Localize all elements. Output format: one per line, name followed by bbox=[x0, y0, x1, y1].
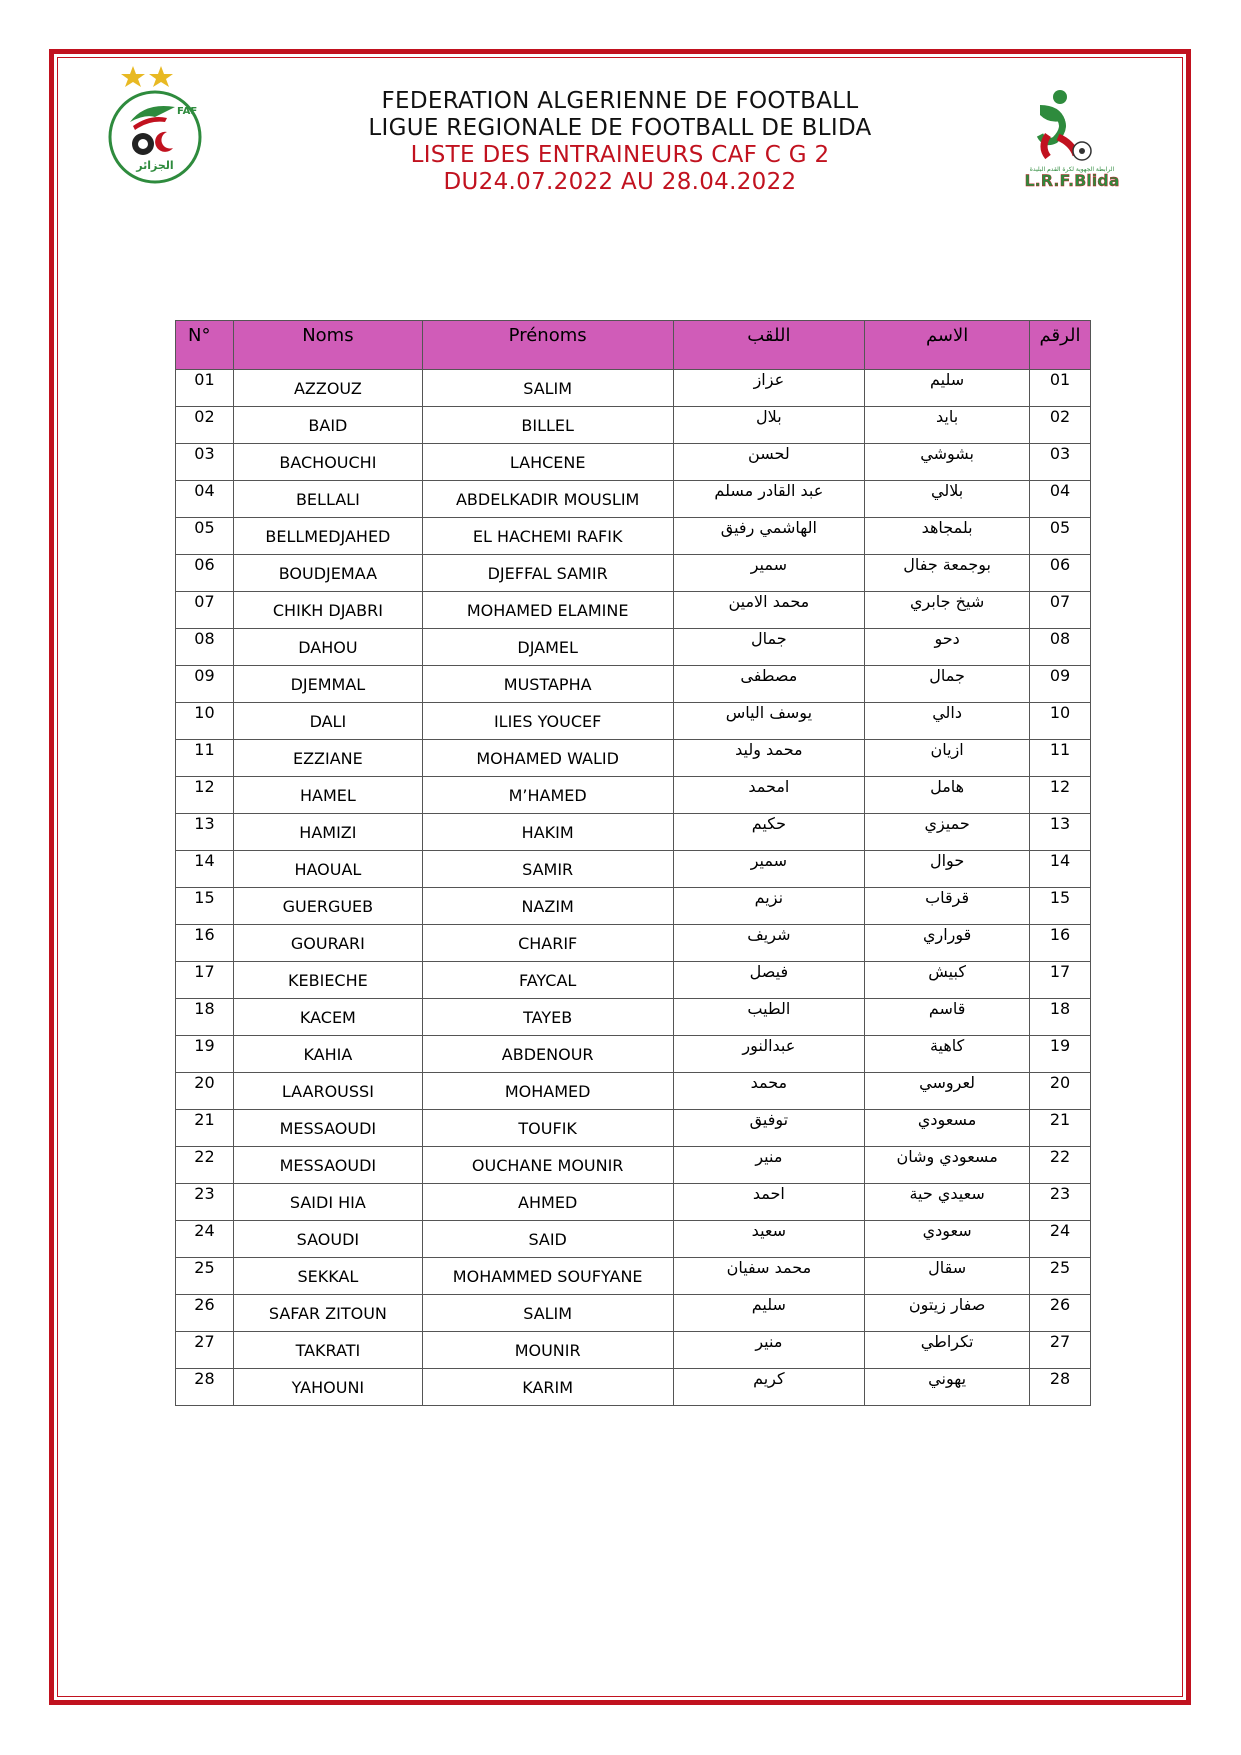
surname: BOUDJEMAA bbox=[233, 555, 422, 592]
firstname: SAID bbox=[422, 1221, 673, 1258]
table-row bbox=[176, 740, 1091, 777]
firstname-arabic: بوجمعة جفال bbox=[865, 555, 1030, 592]
firstname-arabic: قرقاب bbox=[865, 888, 1030, 925]
firstname-arabic: هامل bbox=[865, 777, 1030, 814]
table-row bbox=[176, 1036, 1091, 1073]
table-header-row bbox=[176, 321, 1091, 370]
row-number: 10 bbox=[176, 703, 234, 740]
row-number-arabic: 27 bbox=[1030, 1332, 1091, 1369]
table-row bbox=[176, 370, 1091, 407]
surname-arabic: سمير bbox=[673, 851, 865, 888]
row-number-arabic: 18 bbox=[1030, 999, 1091, 1036]
row-number-arabic: 13 bbox=[1030, 814, 1091, 851]
firstname: LAHCENE bbox=[422, 444, 673, 481]
row-number: 27 bbox=[176, 1332, 234, 1369]
firstname-arabic: قاسم bbox=[865, 999, 1030, 1036]
firstname: DJAMEL bbox=[422, 629, 673, 666]
row-number-arabic: 11 bbox=[1030, 740, 1091, 777]
row-number: 08 bbox=[176, 629, 234, 666]
surname: BACHOUCHI bbox=[233, 444, 422, 481]
surname-arabic: محمد bbox=[673, 1073, 865, 1110]
firstname-arabic: بشوشي bbox=[865, 444, 1030, 481]
row-number: 19 bbox=[176, 1036, 234, 1073]
surname-arabic: محمد سفيان bbox=[673, 1258, 865, 1295]
row-number: 18 bbox=[176, 999, 234, 1036]
row-number: 06 bbox=[176, 555, 234, 592]
faf-logo bbox=[105, 62, 215, 187]
surname: DALI bbox=[233, 703, 422, 740]
row-number: 24 bbox=[176, 1221, 234, 1258]
surname-arabic: عزاز bbox=[673, 370, 865, 407]
surname: LAAROUSSI bbox=[233, 1073, 422, 1110]
surname-arabic: الهاشمي رفيق bbox=[673, 518, 865, 555]
surname-arabic: جمال bbox=[673, 629, 865, 666]
row-number: 20 bbox=[176, 1073, 234, 1110]
row-number-arabic: 01 bbox=[1030, 370, 1091, 407]
firstname: HAKIM bbox=[422, 814, 673, 851]
surname: EZZIANE bbox=[233, 740, 422, 777]
table-row bbox=[176, 1184, 1091, 1221]
firstname: MOHAMED bbox=[422, 1073, 673, 1110]
row-number: 15 bbox=[176, 888, 234, 925]
surname-arabic: نزيم bbox=[673, 888, 865, 925]
table-row bbox=[176, 555, 1091, 592]
row-number-arabic: 03 bbox=[1030, 444, 1091, 481]
list-title: LISTE DES ENTRAINEURS CAF C G 2 bbox=[410, 142, 830, 168]
firstname-arabic: بلمجاهد bbox=[865, 518, 1030, 555]
row-number: 07 bbox=[176, 592, 234, 629]
row-number-arabic: 21 bbox=[1030, 1110, 1091, 1147]
row-number: 05 bbox=[176, 518, 234, 555]
row-number-arabic: 12 bbox=[1030, 777, 1091, 814]
surname: SEKKAL bbox=[233, 1258, 422, 1295]
firstname: SALIM bbox=[422, 1295, 673, 1332]
surname: CHIKH DJABRI bbox=[233, 592, 422, 629]
row-number: 23 bbox=[176, 1184, 234, 1221]
surname: KAHIA bbox=[233, 1036, 422, 1073]
table-row bbox=[176, 1221, 1091, 1258]
row-number: 25 bbox=[176, 1258, 234, 1295]
firstname: TAYEB bbox=[422, 999, 673, 1036]
federation-title: FEDERATION ALGERIENNE DE FOOTBALL bbox=[381, 88, 859, 114]
surname-arabic: مصطفى bbox=[673, 666, 865, 703]
surname-arabic: كريم bbox=[673, 1369, 865, 1406]
surname-arabic: احمد bbox=[673, 1184, 865, 1221]
surname: HAOUAL bbox=[233, 851, 422, 888]
row-number-arabic: 07 bbox=[1030, 592, 1091, 629]
firstname: DJEFFAL SAMIR bbox=[422, 555, 673, 592]
table-row bbox=[176, 1110, 1091, 1147]
row-number-arabic: 17 bbox=[1030, 962, 1091, 999]
surname: BELLMEDJAHED bbox=[233, 518, 422, 555]
firstname-arabic: قوراري bbox=[865, 925, 1030, 962]
table-row bbox=[176, 962, 1091, 999]
firstname: ABDENOUR bbox=[422, 1036, 673, 1073]
surname-arabic: امحمد bbox=[673, 777, 865, 814]
table-row bbox=[176, 888, 1091, 925]
surname-arabic: منير bbox=[673, 1147, 865, 1184]
row-number-arabic: 15 bbox=[1030, 888, 1091, 925]
table-row bbox=[176, 1369, 1091, 1406]
star-icon bbox=[121, 66, 145, 87]
surname: TAKRATI bbox=[233, 1332, 422, 1369]
row-number-arabic: 10 bbox=[1030, 703, 1091, 740]
surname: KEBIECHE bbox=[233, 962, 422, 999]
row-number: 28 bbox=[176, 1369, 234, 1406]
firstname-arabic: دالي bbox=[865, 703, 1030, 740]
table-row bbox=[176, 481, 1091, 518]
surname-arabic: سعيد bbox=[673, 1221, 865, 1258]
table-row bbox=[176, 925, 1091, 962]
firstname: SALIM bbox=[422, 370, 673, 407]
firstname: OUCHANE MOUNIR bbox=[422, 1147, 673, 1184]
firstname: CHARIF bbox=[422, 925, 673, 962]
table-row bbox=[176, 1258, 1091, 1295]
row-number-arabic: 08 bbox=[1030, 629, 1091, 666]
firstname: KARIM bbox=[422, 1369, 673, 1406]
row-number-arabic: 25 bbox=[1030, 1258, 1091, 1295]
firstname-arabic: ازيان bbox=[865, 740, 1030, 777]
league-title: LIGUE REGIONALE DE FOOTBALL DE BLIDA bbox=[368, 115, 872, 141]
firstname: ILIES YOUCEF bbox=[422, 703, 673, 740]
firstname-arabic: تكراطي bbox=[865, 1332, 1030, 1369]
date-range: DU24.07.2022 AU 28.04.2022 bbox=[443, 169, 797, 195]
surname-arabic: توفيق bbox=[673, 1110, 865, 1147]
table-row bbox=[176, 1147, 1091, 1184]
table-row bbox=[176, 629, 1091, 666]
header-number-arabic: الرقم bbox=[1030, 321, 1091, 370]
row-number: 17 bbox=[176, 962, 234, 999]
svg-text:الجزائر: الجزائر bbox=[136, 159, 174, 172]
surname: SAIDI HIA bbox=[233, 1184, 422, 1221]
surname-arabic: سمير bbox=[673, 555, 865, 592]
surname: KACEM bbox=[233, 999, 422, 1036]
surname-arabic: بلال bbox=[673, 407, 865, 444]
surname: DAHOU bbox=[233, 629, 422, 666]
row-number: 01 bbox=[176, 370, 234, 407]
row-number: 13 bbox=[176, 814, 234, 851]
star-icon bbox=[149, 66, 173, 87]
surname-arabic: منير bbox=[673, 1332, 865, 1369]
header-firstname-arabic: الاسم bbox=[865, 321, 1030, 370]
surname-arabic: لحسن bbox=[673, 444, 865, 481]
table-row bbox=[176, 407, 1091, 444]
firstname: MOHAMED ELAMINE bbox=[422, 592, 673, 629]
surname-arabic: شريف bbox=[673, 925, 865, 962]
row-number: 11 bbox=[176, 740, 234, 777]
table-row bbox=[176, 1295, 1091, 1332]
firstname: AHMED bbox=[422, 1184, 673, 1221]
surname-arabic: يوسف الياس bbox=[673, 703, 865, 740]
firstname: M’HAMED bbox=[422, 777, 673, 814]
row-number-arabic: 02 bbox=[1030, 407, 1091, 444]
surname: HAMEL bbox=[233, 777, 422, 814]
row-number: 04 bbox=[176, 481, 234, 518]
header-firstname: Prénoms bbox=[422, 321, 673, 370]
surname-arabic: عبدالنور bbox=[673, 1036, 865, 1073]
firstname: NAZIM bbox=[422, 888, 673, 925]
lrf-blida-logo bbox=[1010, 85, 1135, 200]
firstname: ABDELKADIR MOUSLIM bbox=[422, 481, 673, 518]
surname: GUERGUEB bbox=[233, 888, 422, 925]
table-row bbox=[176, 703, 1091, 740]
firstname: SAMIR bbox=[422, 851, 673, 888]
firstname-arabic: سعودي bbox=[865, 1221, 1030, 1258]
table-row bbox=[176, 999, 1091, 1036]
firstname-arabic: بلالي bbox=[865, 481, 1030, 518]
surname: BAID bbox=[233, 407, 422, 444]
surname: YAHOUNI bbox=[233, 1369, 422, 1406]
firstname-arabic: لعروسي bbox=[865, 1073, 1030, 1110]
firstname-arabic: حميزي bbox=[865, 814, 1030, 851]
row-number: 26 bbox=[176, 1295, 234, 1332]
surname: DJEMMAL bbox=[233, 666, 422, 703]
firstname-arabic: حوال bbox=[865, 851, 1030, 888]
surname: AZZOUZ bbox=[233, 370, 422, 407]
firstname-arabic: دحو bbox=[865, 629, 1030, 666]
table-row bbox=[176, 518, 1091, 555]
firstname: FAYCAL bbox=[422, 962, 673, 999]
firstname-arabic: صفار زيتون bbox=[865, 1295, 1030, 1332]
firstname-arabic: كبيش bbox=[865, 962, 1030, 999]
table-row bbox=[176, 851, 1091, 888]
firstname: MUSTAPHA bbox=[422, 666, 673, 703]
table-row bbox=[176, 592, 1091, 629]
row-number: 02 bbox=[176, 407, 234, 444]
row-number-arabic: 23 bbox=[1030, 1184, 1091, 1221]
row-number-arabic: 26 bbox=[1030, 1295, 1091, 1332]
header-surname: Noms bbox=[233, 321, 422, 370]
firstname: MOHAMED WALID bbox=[422, 740, 673, 777]
surname-arabic: محمد الامين bbox=[673, 592, 865, 629]
surname: MESSAOUDI bbox=[233, 1147, 422, 1184]
firstname: MOUNIR bbox=[422, 1332, 673, 1369]
table-row bbox=[176, 777, 1091, 814]
row-number-arabic: 14 bbox=[1030, 851, 1091, 888]
firstname-arabic: جمال bbox=[865, 666, 1030, 703]
firstname: TOUFIK bbox=[422, 1110, 673, 1147]
row-number-arabic: 22 bbox=[1030, 1147, 1091, 1184]
firstname-arabic: مسعودي bbox=[865, 1110, 1030, 1147]
surname-arabic: عبد القادر مسلم bbox=[673, 481, 865, 518]
firstname-arabic: سليم bbox=[865, 370, 1030, 407]
row-number-arabic: 20 bbox=[1030, 1073, 1091, 1110]
row-number: 14 bbox=[176, 851, 234, 888]
row-number: 12 bbox=[176, 777, 234, 814]
firstname: EL HACHEMI RAFIK bbox=[422, 518, 673, 555]
row-number: 22 bbox=[176, 1147, 234, 1184]
firstname-arabic: شيخ جابري bbox=[865, 592, 1030, 629]
coaches-table bbox=[175, 320, 1091, 1406]
surname: SAOUDI bbox=[233, 1221, 422, 1258]
surname: SAFAR ZITOUN bbox=[233, 1295, 422, 1332]
surname-arabic: فيصل bbox=[673, 962, 865, 999]
table-row bbox=[176, 1073, 1091, 1110]
surname: HAMIZI bbox=[233, 814, 422, 851]
svg-text:L.R.F.Blida: L.R.F.Blida bbox=[1024, 171, 1120, 190]
firstname: BILLEL bbox=[422, 407, 673, 444]
surname-arabic: الطيب bbox=[673, 999, 865, 1036]
firstname-arabic: بايد bbox=[865, 407, 1030, 444]
surname-arabic: سليم bbox=[673, 1295, 865, 1332]
row-number: 21 bbox=[176, 1110, 234, 1147]
surname-arabic: محمد وليد bbox=[673, 740, 865, 777]
firstname-arabic: يهوني bbox=[865, 1369, 1030, 1406]
table-row bbox=[176, 444, 1091, 481]
row-number-arabic: 05 bbox=[1030, 518, 1091, 555]
row-number-arabic: 19 bbox=[1030, 1036, 1091, 1073]
row-number-arabic: 28 bbox=[1030, 1369, 1091, 1406]
svg-text:الرابطة الجهوية لكرة القدم الب: الرابطة الجهوية لكرة القدم البليدة bbox=[1029, 166, 1115, 173]
firstname-arabic: مسعودي وشان bbox=[865, 1147, 1030, 1184]
document-header bbox=[280, 88, 960, 196]
row-number-arabic: 16 bbox=[1030, 925, 1091, 962]
row-number-arabic: 06 bbox=[1030, 555, 1091, 592]
firstname: MOHAMMED SOUFYANE bbox=[422, 1258, 673, 1295]
surname: GOURARI bbox=[233, 925, 422, 962]
header-surname-arabic: اللقب bbox=[673, 321, 865, 370]
row-number: 03 bbox=[176, 444, 234, 481]
row-number: 09 bbox=[176, 666, 234, 703]
row-number: 16 bbox=[176, 925, 234, 962]
svg-text:FAF: FAF bbox=[177, 106, 198, 117]
table-row bbox=[176, 666, 1091, 703]
row-number-arabic: 09 bbox=[1030, 666, 1091, 703]
surname: MESSAOUDI bbox=[233, 1110, 422, 1147]
header-number: N° bbox=[176, 321, 234, 370]
table-row bbox=[176, 814, 1091, 851]
firstname-arabic: كاهية bbox=[865, 1036, 1030, 1073]
surname-arabic: حكيم bbox=[673, 814, 865, 851]
row-number-arabic: 24 bbox=[1030, 1221, 1091, 1258]
row-number-arabic: 04 bbox=[1030, 481, 1091, 518]
surname: BELLALI bbox=[233, 481, 422, 518]
firstname-arabic: سقال bbox=[865, 1258, 1030, 1295]
firstname-arabic: سعيدي حية bbox=[865, 1184, 1030, 1221]
table-row bbox=[176, 1332, 1091, 1369]
